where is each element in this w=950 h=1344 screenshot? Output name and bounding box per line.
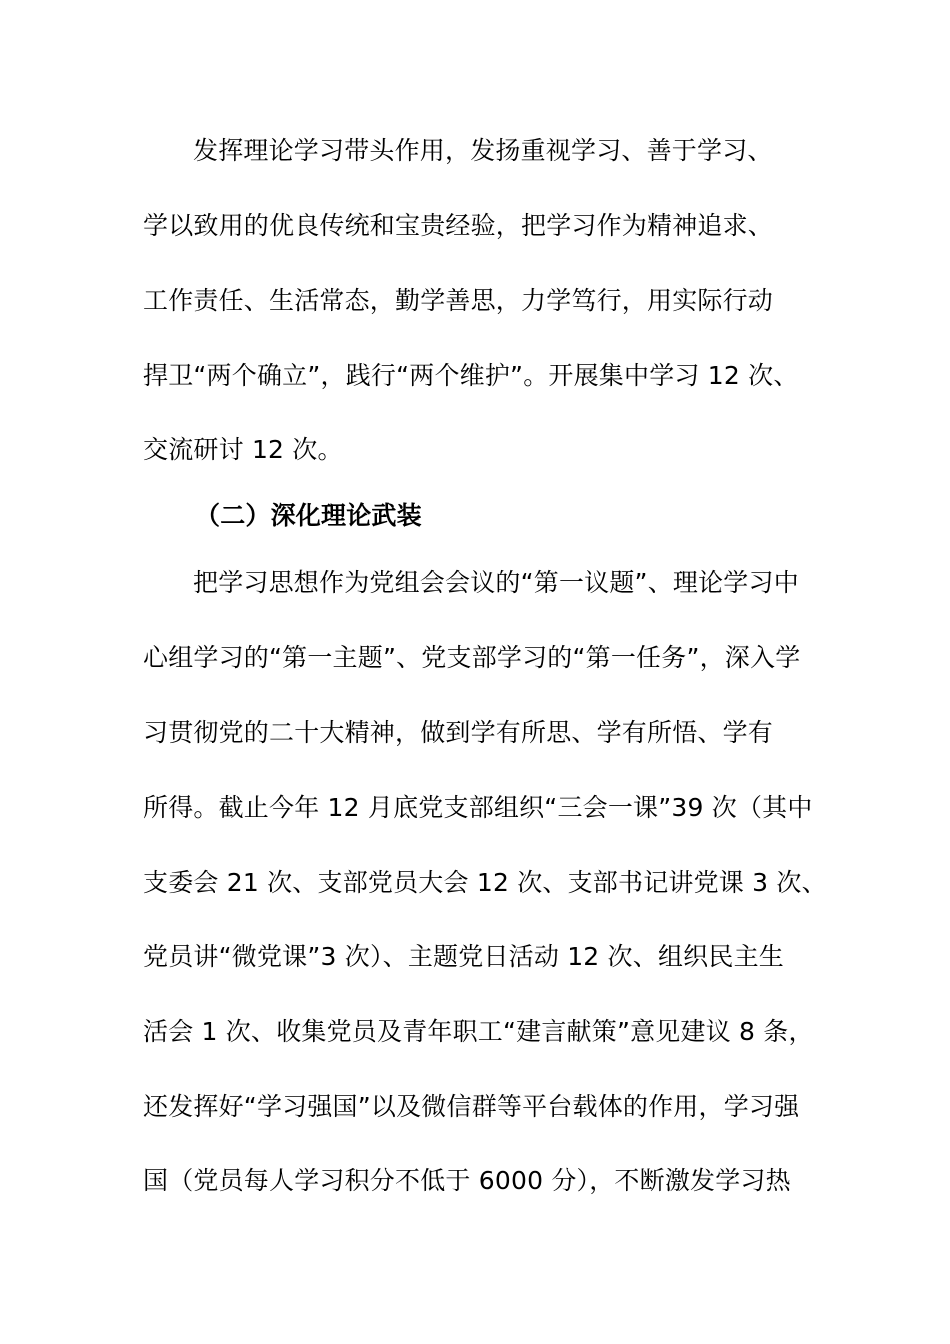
paragraph-2-line-4: 所得。截止今年 12 月底党支部组织“三会一课”39 次（其中 [143,793,813,822]
paragraph-1-line-3: 工作责任、生活常态，勤学善思，力学笃行，用实际行动 [143,286,774,315]
paragraph-2-line-1: 把学习思想作为党组会会议的“第一议题”、理论学习中 [193,568,799,597]
paragraph-2-line-6: 党员讲“微党课”3 次）、主题党日活动 12 次、组织民主生 [143,942,784,971]
paragraph-1-line-1: 发挥理论学习带头作用，发扬重视学习、善于学习、 [193,136,773,165]
paragraph-2-line-2: 心组学习的“第一主题”、党支部学习的“第一任务”，深入学 [143,643,801,672]
paragraph-2-line-7: 活会 1 次、收集党员及青年职工“建言献策”意见建议 8 条， [143,1017,814,1046]
paragraph-2-line-5: 支委会 21 次、支部党员大会 12 次、支部书记讲党课 3 次、 [143,868,827,897]
paragraph-2-line-8: 还发挥好“学习强国”以及微信群等平台载体的作用，学习强 [143,1092,800,1121]
section-heading: （二）深化理论武装 [195,501,422,530]
paragraph-2-line-9: 国（党员每人学习积分不低于 6000 分），不断激发学习热 [143,1166,791,1195]
paragraph-2-line-3: 习贯彻党的二十大精神，做到学有所思、学有所悟、学有 [143,718,774,747]
paragraph-1-line-5: 交流研讨 12 次。 [143,435,343,464]
paragraph-1-line-4: 捍卫“两个确立”，践行“两个维护”。开展集中学习 12 次、 [143,361,799,390]
paragraph-1-line-2: 学以致用的优良传统和宝贵经验，把学习作为精神追求、 [143,211,774,240]
